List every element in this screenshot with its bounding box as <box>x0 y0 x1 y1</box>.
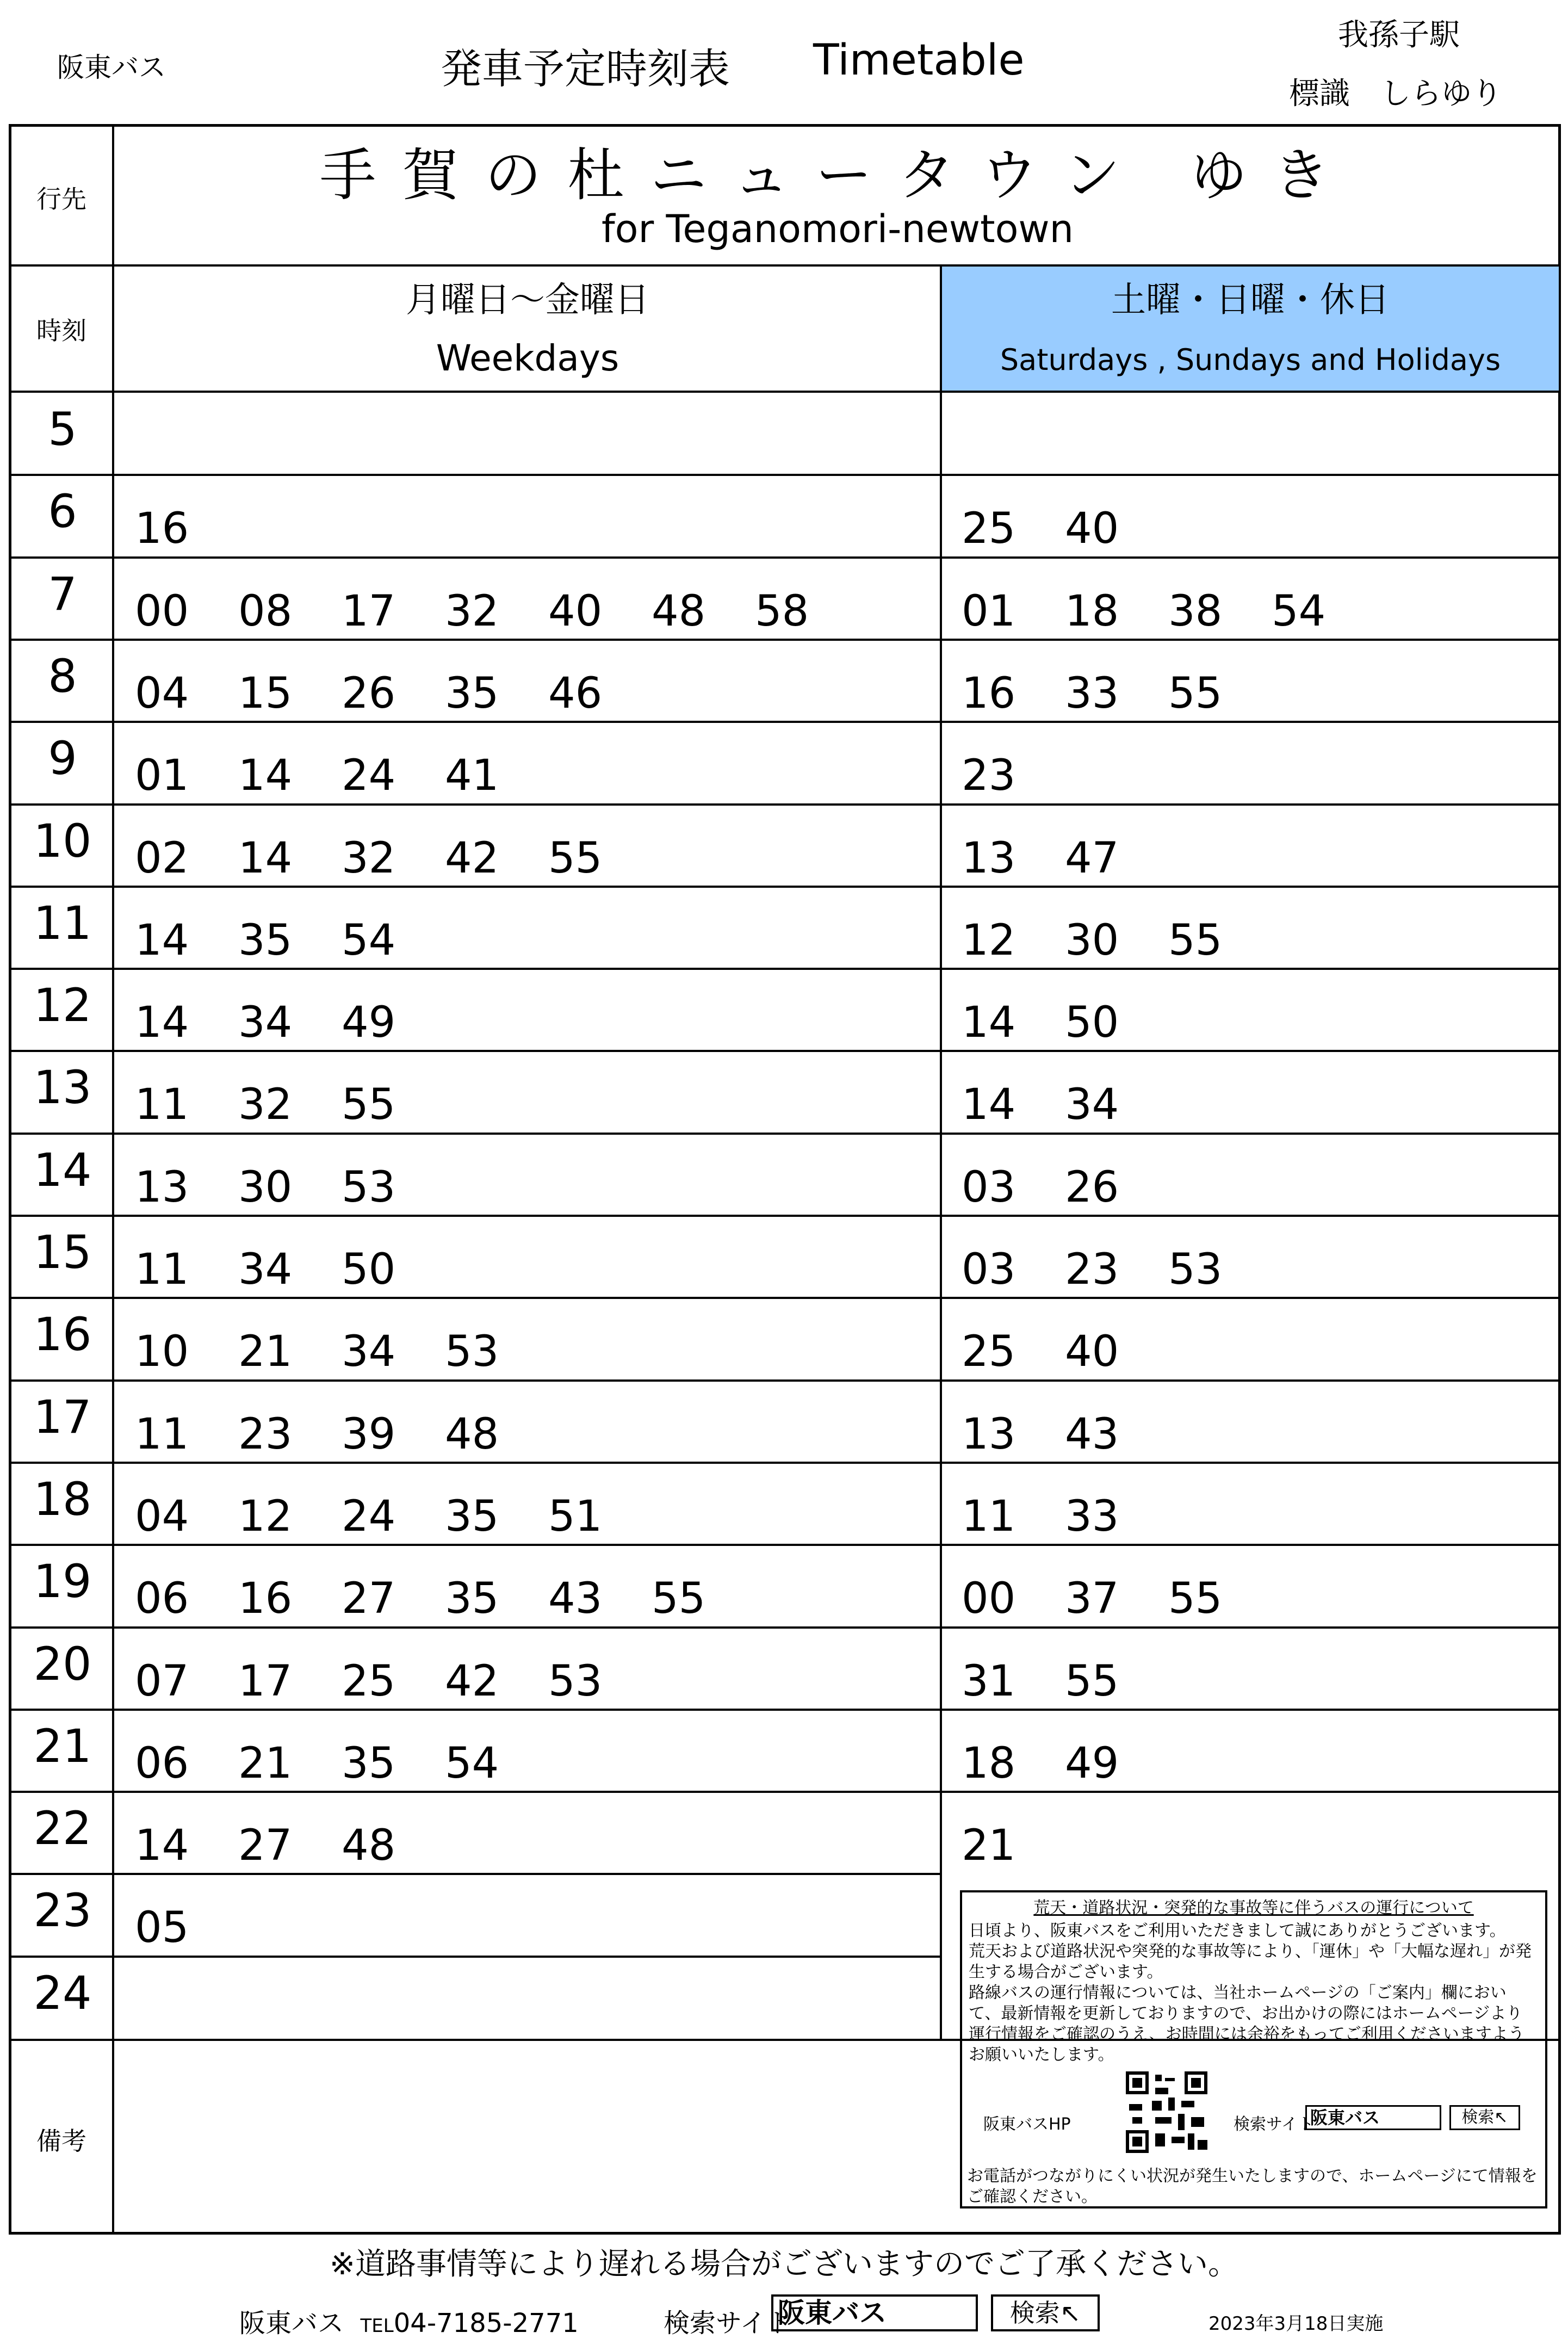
departure-minute: 32 <box>238 1080 293 1130</box>
row-divider <box>9 556 1561 559</box>
departure-minute: 21 <box>238 1327 293 1377</box>
departure-minute: 55 <box>342 1080 396 1130</box>
weekday-minutes <box>135 1657 652 1706</box>
hour-cell: 5 <box>48 403 77 456</box>
departure-minute: 31 <box>962 1656 1016 1706</box>
footer-search-box[interactable]: 阪東バス <box>771 2294 978 2331</box>
effective-date: 2023年3月18日実施 <box>1208 2313 1384 2335</box>
qr-code-icon[interactable] <box>1123 2071 1210 2153</box>
hour-cell: 22 <box>33 1802 92 1855</box>
departure-minute: 46 <box>548 669 603 718</box>
departure-minute: 13 <box>135 1162 189 1212</box>
departure-minute: 03 <box>962 1245 1016 1294</box>
departure-minute: 27 <box>342 1574 396 1624</box>
departure-minute: 12 <box>238 1492 293 1541</box>
hour-cell: 13 <box>33 1061 92 1115</box>
departure-minute: 04 <box>135 1492 189 1541</box>
departure-minute: 07 <box>135 1656 189 1706</box>
departure-minute: 14 <box>238 751 293 801</box>
departure-minute: 34 <box>238 1245 293 1294</box>
hour-cell: 7 <box>48 567 77 621</box>
notice-search-button[interactable]: 検索↖ <box>1449 2105 1520 2130</box>
departure-minute: 11 <box>135 1080 189 1130</box>
departure-minute: 38 <box>1168 586 1223 636</box>
hour-cell: 8 <box>48 649 77 703</box>
departure-minute: 48 <box>652 586 706 636</box>
row-divider <box>9 1544 1561 1546</box>
destination-en: for Teganomori-newtown <box>601 207 1074 251</box>
row-divider <box>9 721 1561 723</box>
weekday-minutes <box>135 669 652 718</box>
hour-cell: 6 <box>48 485 77 539</box>
departure-minute: 25 <box>342 1656 396 1706</box>
holiday-minutes <box>962 587 1375 636</box>
row-divider <box>9 968 1561 970</box>
departure-minute: 06 <box>135 1574 189 1624</box>
holiday-minutes <box>962 1657 1168 1706</box>
holiday-minutes <box>962 1245 1272 1294</box>
departure-minute: 17 <box>342 586 396 636</box>
departure-minute: 00 <box>135 586 189 636</box>
timetable-title-en: Timetable <box>813 36 1025 85</box>
departure-minute: 12 <box>962 915 1016 965</box>
departure-minute: 04 <box>135 669 189 718</box>
delay-note: ※道路事情等により遅れる場合がございますのでご了承ください。 <box>330 2247 1238 2282</box>
departure-minute: 11 <box>962 1492 1016 1541</box>
departure-minute: 18 <box>1065 586 1119 636</box>
notice-footer: お電話がつながりにくい状況が発生いたしますので、ホームページにて情報をご確認ください。 <box>967 2167 1538 2206</box>
row-divider <box>9 1215 1561 1217</box>
holiday-minutes <box>962 834 1168 883</box>
remarks-label: 備考 <box>36 2126 86 2156</box>
departure-minute: 23 <box>238 1409 293 1459</box>
departure-minute: 39 <box>342 1409 396 1459</box>
row-divider <box>9 391 1561 393</box>
hour-cell: 17 <box>33 1390 92 1444</box>
holiday-minutes <box>962 751 1065 800</box>
holiday-minutes <box>962 669 1272 718</box>
row-divider <box>9 1050 1561 1052</box>
hour-cell: 10 <box>33 814 92 868</box>
holiday-minutes <box>962 1163 1168 1212</box>
row-divider <box>9 803 1561 806</box>
row-divider <box>9 1626 1561 1629</box>
departure-minute: 14 <box>135 915 189 965</box>
row-divider <box>9 886 1561 888</box>
holiday-minutes <box>962 1327 1168 1376</box>
departure-minute: 53 <box>342 1162 396 1212</box>
weekday-minutes <box>135 1163 445 1212</box>
row-divider <box>9 1297 1561 1299</box>
departure-minute: 51 <box>548 1492 603 1541</box>
weekday-header-en: Weekdays <box>436 337 619 379</box>
cursor-icon: ↖ <box>1494 2108 1508 2127</box>
notice-search-box[interactable]: 阪東バス <box>1305 2105 1441 2130</box>
departure-minute: 35 <box>342 1738 396 1788</box>
departure-minute: 14 <box>238 833 293 883</box>
departure-minute: 02 <box>135 833 189 883</box>
departure-minute: 11 <box>135 1245 189 1294</box>
holiday-minutes <box>962 916 1272 965</box>
departure-minute: 30 <box>1065 915 1119 965</box>
holiday-minutes <box>962 1821 1065 1870</box>
station-name: 我孫子駅 <box>1338 17 1460 53</box>
departure-minute: 55 <box>548 833 603 883</box>
hour-cell: 19 <box>33 1555 92 1608</box>
weekday-minutes <box>135 504 238 553</box>
departure-minute: 10 <box>135 1327 189 1377</box>
company-name: 阪東バス <box>57 52 166 83</box>
departure-minute: 55 <box>1168 669 1223 718</box>
departure-minute: 00 <box>962 1574 1016 1624</box>
row-divider <box>9 474 1561 476</box>
departure-minute: 34 <box>1065 1080 1119 1130</box>
weekday-minutes <box>135 998 445 1047</box>
departure-minute: 14 <box>135 1821 189 1871</box>
departure-minute: 05 <box>135 1903 189 1953</box>
weekday-minutes <box>135 1080 445 1129</box>
departure-minute: 21 <box>238 1738 293 1788</box>
weekday-minutes <box>135 916 445 965</box>
holiday-minutes <box>962 1574 1272 1623</box>
departure-minute: 55 <box>652 1574 706 1624</box>
departure-minute: 55 <box>1168 915 1223 965</box>
hour-cell: 18 <box>33 1472 92 1526</box>
row-divider <box>9 1791 1561 1793</box>
departure-minute: 01 <box>962 586 1016 636</box>
departure-minute: 32 <box>445 586 499 636</box>
hour-cell: 11 <box>33 896 92 950</box>
departure-minute: 15 <box>238 669 293 718</box>
departure-minute: 41 <box>445 751 499 801</box>
departure-minute: 58 <box>755 586 809 636</box>
weekday-minutes <box>135 1327 548 1376</box>
notice-paragraph: 路線バスの運行情報については、当社ホームページの「ご案内」欄において、最新情報を更新しておりますので、お出かけの際にはホームページより運行情報をご確認のうえ、お時間には余裕をもってご利用くださいますようお願いいたします。 <box>969 1983 1524 2064</box>
weekday-minutes <box>135 587 858 636</box>
departure-minute: 14 <box>962 1080 1016 1130</box>
departure-minute: 14 <box>135 998 189 1048</box>
departure-minute: 40 <box>548 586 603 636</box>
departure-minute: 34 <box>238 998 293 1048</box>
row-divider <box>9 264 1561 267</box>
departure-minute: 16 <box>135 504 189 554</box>
departure-minute: 25 <box>962 1327 1016 1377</box>
weekday-holiday-divider <box>940 265 942 2041</box>
hour-cell: 21 <box>33 1719 92 1773</box>
holiday-minutes <box>962 1080 1168 1129</box>
departure-minute: 35 <box>445 1492 499 1541</box>
departure-minute: 25 <box>962 504 1016 554</box>
departure-minute: 34 <box>342 1327 396 1377</box>
holiday-minutes <box>962 1410 1168 1459</box>
departure-minute: 18 <box>962 1738 1016 1788</box>
row-divider <box>9 639 1561 641</box>
stop-name: 標識 しらゆり <box>1289 76 1502 112</box>
holiday-minutes <box>962 1739 1168 1788</box>
departure-minute: 53 <box>548 1656 603 1706</box>
notice-title: 荒天・道路状況・突発的な事故等に伴うバスの運行について <box>1033 1898 1474 1917</box>
notice-paragraph: 日頃より、阪東バスをご利用いただきまして誠にありがとうございます。 <box>969 1921 1506 1940</box>
weekday-minutes <box>135 1739 548 1788</box>
hour-cell: 12 <box>33 979 92 1032</box>
departure-minute: 27 <box>238 1821 293 1871</box>
departure-minute: 48 <box>342 1821 396 1871</box>
row-divider <box>9 1873 942 1875</box>
departure-minute: 35 <box>238 915 293 965</box>
weekday-minutes <box>135 1903 238 1952</box>
departure-minute: 43 <box>548 1574 603 1624</box>
departure-minute: 49 <box>342 998 396 1048</box>
departure-minute: 26 <box>1065 1162 1119 1212</box>
weekday-minutes <box>135 1821 445 1870</box>
departure-minute: 23 <box>962 751 1016 801</box>
departure-minute: 43 <box>1065 1409 1119 1459</box>
departure-minute: 17 <box>238 1656 293 1706</box>
homepage-label: 阪東バスHP <box>983 2115 1071 2134</box>
tel-label: TEL <box>360 2315 394 2337</box>
departure-minute: 24 <box>342 751 396 801</box>
destination-label: 行先 <box>36 184 86 214</box>
departure-minute: 14 <box>962 998 1016 1048</box>
footer-company: 阪東バス TEL04-7185-2771 <box>239 2308 579 2338</box>
holiday-header-jp: 土曜・日曜・休日 <box>1111 280 1390 320</box>
departure-minute: 13 <box>962 833 1016 883</box>
weekday-minutes <box>135 1410 548 1459</box>
notice-paragraph: 荒天および道路状況や突発的な事故等により、「運休」や「大幅な遅れ」が発生する場合がございます。 <box>969 1942 1532 1982</box>
departure-minute: 37 <box>1065 1574 1119 1624</box>
departure-minute: 53 <box>445 1327 499 1377</box>
weekday-minutes <box>135 1492 652 1541</box>
departure-minute: 24 <box>342 1492 396 1541</box>
departure-minute: 23 <box>1065 1245 1119 1294</box>
hour-cell: 14 <box>33 1143 92 1197</box>
departure-minute: 50 <box>342 1245 396 1294</box>
departure-minute: 11 <box>135 1409 189 1459</box>
timetable-title-jp: 発車予定時刻表 <box>441 45 730 93</box>
departure-minute: 26 <box>342 669 396 718</box>
row-divider <box>9 1133 1561 1135</box>
footer-search-label: 検索サイト <box>664 2308 792 2338</box>
hour-cell: 23 <box>33 1884 92 1938</box>
departure-minute: 47 <box>1065 833 1119 883</box>
departure-minute: 30 <box>238 1162 293 1212</box>
departure-minute: 32 <box>342 833 396 883</box>
notice-search-label: 検索サイト <box>1234 2115 1314 2134</box>
row-divider <box>9 1956 942 1958</box>
row-divider <box>9 1462 1561 1464</box>
hour-cell: 15 <box>33 1226 92 1279</box>
departure-minute: 54 <box>445 1738 499 1788</box>
departure-minute: 01 <box>135 751 189 801</box>
hour-cell: 24 <box>33 1966 92 2020</box>
cursor-icon: ↖ <box>1059 2298 1081 2328</box>
weekday-minutes <box>135 1245 445 1294</box>
operation-notice <box>960 1890 1547 2208</box>
time-label: 時刻 <box>36 316 86 345</box>
departure-minute: 54 <box>342 915 396 965</box>
departure-minute: 21 <box>962 1821 1016 1871</box>
row-divider <box>9 1709 1561 1711</box>
holiday-minutes <box>962 1492 1168 1541</box>
departure-minute: 13 <box>962 1409 1016 1459</box>
holiday-header-en: Saturdays , Sundays and Holidays <box>1000 343 1501 377</box>
holiday-minutes <box>962 998 1168 1047</box>
departure-minute: 42 <box>445 833 499 883</box>
departure-minute: 33 <box>1065 1492 1119 1541</box>
footer-search-button[interactable]: 検索↖ <box>991 2294 1100 2331</box>
destination-jp: 手賀の杜ニュータウン ゆき <box>319 142 1356 208</box>
departure-minute: 35 <box>445 669 499 718</box>
departure-minute: 08 <box>238 586 293 636</box>
departure-minute: 42 <box>445 1656 499 1706</box>
departure-minute: 40 <box>1065 504 1119 554</box>
departure-minute: 55 <box>1065 1656 1119 1706</box>
holiday-minutes <box>962 504 1168 553</box>
departure-minute: 54 <box>1272 586 1326 636</box>
departure-minute: 48 <box>445 1409 499 1459</box>
departure-minute: 55 <box>1168 1574 1223 1624</box>
phone-number: 04-7185-2771 <box>393 2308 579 2338</box>
departure-minute: 50 <box>1065 998 1119 1048</box>
departure-minute: 40 <box>1065 1327 1119 1377</box>
departure-minute: 53 <box>1168 1245 1223 1294</box>
hour-cell: 9 <box>48 732 77 785</box>
weekday-header-jp: 月曜日～金曜日 <box>406 280 649 320</box>
departure-minute: 03 <box>962 1162 1016 1212</box>
departure-minute: 49 <box>1065 1738 1119 1788</box>
row-divider <box>9 1379 1561 1382</box>
departure-minute: 35 <box>445 1574 499 1624</box>
hour-cell: 20 <box>33 1637 92 1691</box>
weekday-minutes <box>135 834 652 883</box>
departure-minute: 06 <box>135 1738 189 1788</box>
departure-minute: 33 <box>1065 669 1119 718</box>
weekday-minutes <box>135 751 548 800</box>
departure-minute: 16 <box>962 669 1016 718</box>
departure-minute: 16 <box>238 1574 293 1624</box>
hour-cell: 16 <box>33 1308 92 1362</box>
weekday-minutes <box>135 1574 755 1623</box>
